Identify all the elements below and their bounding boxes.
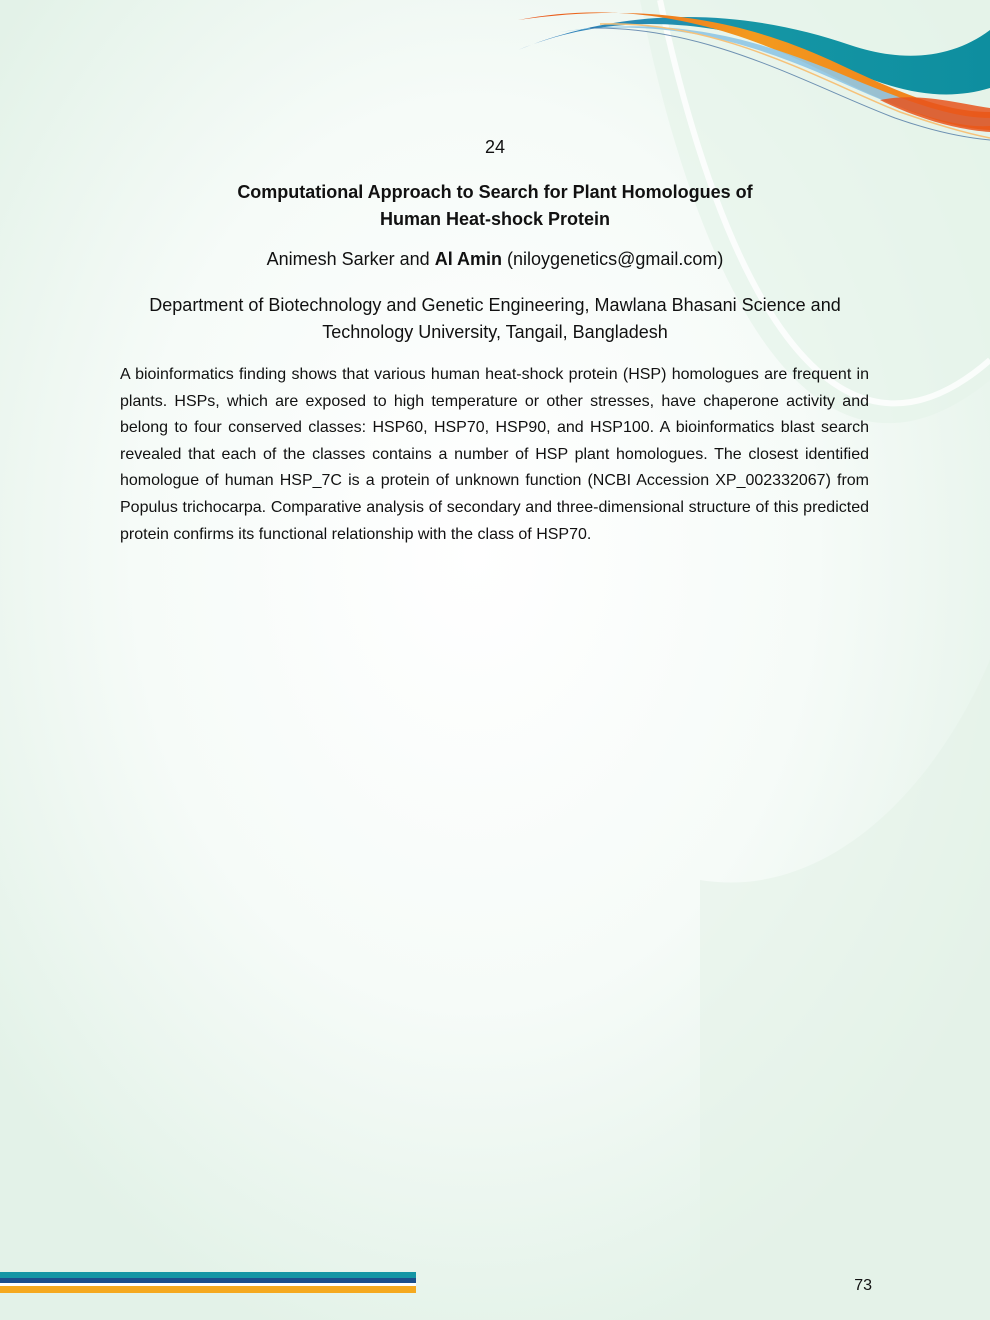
author-name: Animesh Sarker (266, 249, 395, 269)
header-swoosh-graphic (0, 0, 990, 160)
author-conjunction: and (394, 249, 435, 269)
author-email: (niloygenetics@gmail.com) (502, 249, 724, 269)
corresponding-author-name: Al Amin (434, 249, 503, 269)
page-number: 73 (854, 1277, 872, 1294)
author-line (0, 249, 990, 270)
affiliation (120, 292, 870, 346)
footer-stripes-graphic (0, 1272, 416, 1294)
abstract-text: A bioinformatics finding shows that various human heat-shock protein (HSP) homologues are frequent in plants. HSPs, which are exposed to high temperature or other stresses, have chaperone activity and belong to four conserved classes: HSP60, HSP70, HSP90, and HSP100. A bioinformatics blast search revealed that each of the classes contains a number of HSP plant homologues. The closest identified homologue of human HSP_7C is a protein of unknown function (NCBI Accession XP_002332067) from Populus trichocarpa. Comparative analysis of secondary and three-dimensional structure of this predicted protein confirms its functional relationship with the class of HSP70. (120, 366, 869, 543)
affiliation-line-1: Department of Biotechnology and Genetic Engineering, Mawlana Bhasani Science and (149, 295, 841, 315)
paper-title (170, 179, 820, 233)
paper-title-line-2: Human Heat-shock Protein (379, 209, 611, 229)
affiliation-line-2: Technology University, Tangail, Bangladesh (322, 322, 668, 342)
paper-title-line-1: Computational Approach to Search for Plant Homologues of (237, 182, 753, 202)
abstract-number: 24 (484, 137, 506, 157)
